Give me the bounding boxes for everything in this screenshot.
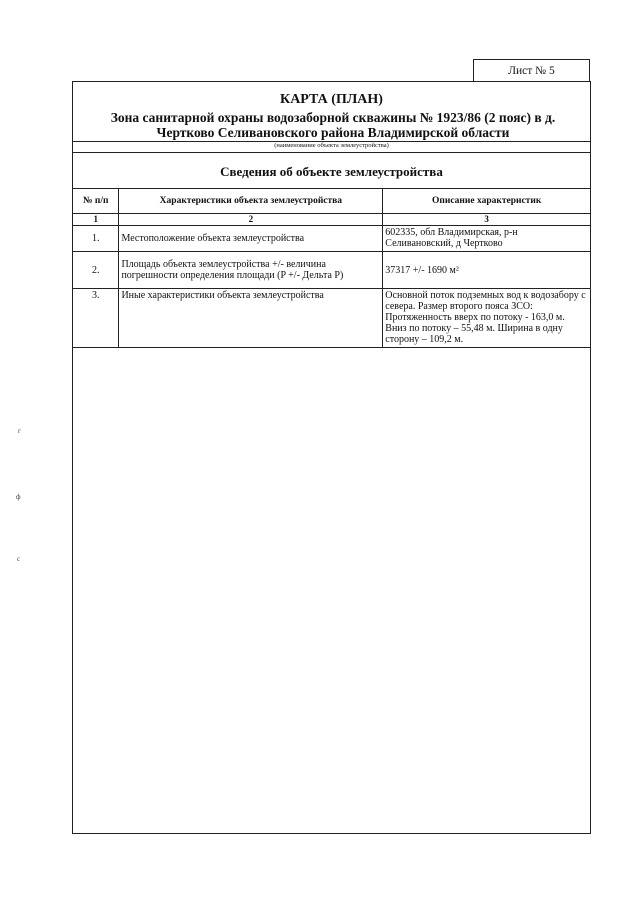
row-characteristic: Иные характеристики объекта землеустройства: [119, 289, 383, 348]
section-title: Сведения об объекте землеустройства: [220, 164, 443, 179]
row-characteristic: Площадь объекта землеустройства +/- величина погрешности определения площади (P +/- Дельта P): [119, 252, 383, 289]
column-number: 1: [73, 214, 119, 226]
object-info-table: [72, 188, 591, 348]
object-name-caption: (наименование объекта землеустройства): [274, 142, 389, 149]
document-title: КАРТА (ПЛАН): [280, 92, 383, 107]
section-divider-top: [73, 152, 590, 153]
margin-mark: ф: [16, 493, 21, 501]
row-number: 3.: [73, 289, 119, 348]
row-description: 37317 +/- 1690 м²: [383, 252, 591, 289]
sheet-number-label: Лист № 5: [473, 59, 590, 82]
object-name: Зона санитарной охраны водозаборной скважины № 1923/86 (2 пояс) в д. Чертково Селивановского района Владимирской области: [110, 110, 556, 140]
column-number: 2: [119, 214, 383, 226]
row-number: 1.: [73, 226, 119, 252]
row-number: 2.: [73, 252, 119, 289]
header-description: Описание характеристик: [383, 189, 591, 214]
table-header-row: [73, 189, 591, 214]
column-number-row: [73, 214, 591, 226]
margin-mark: с: [17, 555, 21, 563]
map-plan-frame: [72, 81, 591, 834]
header-number: № п/п: [73, 189, 119, 214]
column-number: 3: [383, 214, 591, 226]
header-characteristic: Характеристики объекта землеустройства: [119, 189, 383, 214]
row-description: 602335, обл Владимирская, р-н Селивановский, д Чертково: [383, 226, 591, 252]
margin-mark: г: [18, 427, 21, 435]
table-row: [73, 289, 591, 348]
row-description: Основной поток подземных вод к водозабору с севера. Размер второго пояса ЗСО: Протяженность вверх по потоку - 163,0 м. Вниз по потоку – 55,48 м. Ширина в одну сторону – 109,2 м.: [383, 289, 591, 348]
table-row: [73, 252, 591, 289]
row-characteristic: Местоположение объекта землеустройства: [119, 226, 383, 252]
table-row: [73, 226, 591, 252]
